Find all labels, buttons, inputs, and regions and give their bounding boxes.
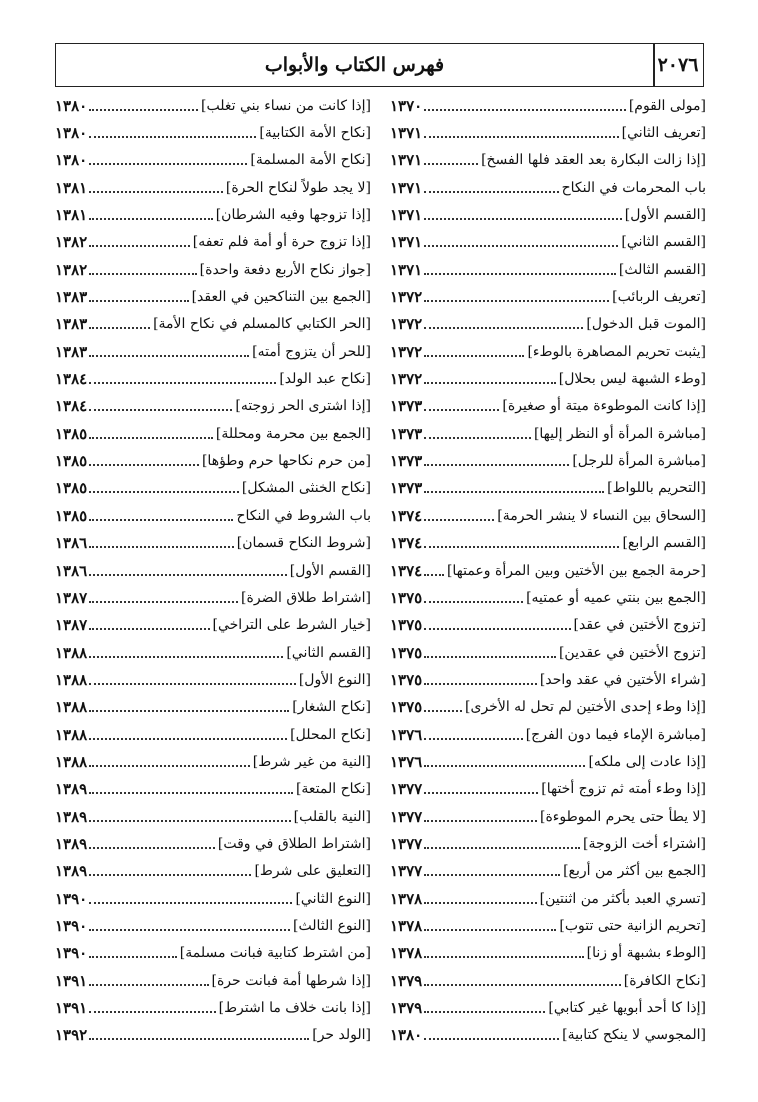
dot-leader <box>424 902 536 904</box>
entry-title: [جواز نكاح الأربع دفعة واحدة] <box>199 261 371 278</box>
dot-leader <box>89 409 232 411</box>
dot-leader <box>424 956 583 958</box>
index-entry <box>390 283 706 310</box>
index-entry <box>55 885 371 912</box>
entry-title: [تسري العبد بأكثر من اثنتين] <box>539 890 706 907</box>
index-entry <box>55 147 371 174</box>
dot-leader <box>424 710 462 712</box>
entry-title: [القسم الأول] <box>289 562 371 579</box>
dot-leader <box>89 792 293 794</box>
page-title: فهرس الكتاب والأبواب <box>264 54 445 76</box>
dot-leader <box>89 738 287 740</box>
entry-page-number: ١٣٧٣ <box>390 424 423 443</box>
dot-leader <box>424 683 537 685</box>
dot-leader <box>424 355 524 357</box>
dot-leader <box>424 984 621 986</box>
entry-page-number: ١٣٧٢ <box>390 288 423 307</box>
index-entry <box>390 940 706 967</box>
dot-leader <box>89 382 276 384</box>
entry-page-number: ١٣٧٤ <box>390 506 423 525</box>
entry-page-number: ١٣٨٣ <box>55 342 88 361</box>
index-entry <box>55 174 371 201</box>
entry-page-number: ١٣٧٤ <box>390 534 423 553</box>
index-entry <box>55 311 371 338</box>
index-entry <box>55 229 371 256</box>
index-entry <box>390 256 706 283</box>
entry-page-number: ١٣٧٧ <box>390 862 423 881</box>
entry-page-number: ١٣٨٨ <box>55 643 88 662</box>
index-entry <box>390 639 706 666</box>
entry-page-number: ١٣٨٨ <box>55 725 88 744</box>
dot-leader <box>424 1011 545 1013</box>
entry-title: [نكاح الكافرة] <box>623 972 706 989</box>
entry-page-number: ١٣٧١ <box>390 206 423 225</box>
dot-leader <box>424 765 585 767</box>
index-entry <box>55 858 371 885</box>
entry-page-number: ١٣٧٧ <box>390 780 423 799</box>
entry-title: باب الشروط في النكاح <box>236 507 371 524</box>
entry-page-number: ١٣٧١ <box>390 233 423 252</box>
entry-title: [المجوسي لا ينكح كتابية] <box>562 1027 706 1044</box>
entry-title: [لا يجد طولاً لنكاح الحرة] <box>225 179 371 196</box>
dot-leader <box>89 1011 215 1013</box>
entry-page-number: ١٣٨٨ <box>55 752 88 771</box>
header-divider <box>653 44 655 86</box>
index-entry <box>55 639 371 666</box>
dot-leader <box>424 409 499 411</box>
index-entry <box>55 776 371 803</box>
entry-page-number: ١٣٧٣ <box>390 479 423 498</box>
entry-title: [النية من غير شرط] <box>252 753 371 770</box>
entry-title: [الموت قبل الدخول] <box>586 316 706 333</box>
entry-page-number: ١٣٧٣ <box>390 397 423 416</box>
dot-leader <box>89 464 199 466</box>
dot-leader <box>424 245 618 247</box>
entry-title: [القسم الأول] <box>624 207 706 224</box>
index-entry <box>390 721 706 748</box>
index-entry <box>390 201 706 228</box>
index-entry <box>390 447 706 474</box>
entry-title: [حرمة الجمع بين الأختين وبين المرأة وعمتها] <box>446 562 706 579</box>
index-entry <box>55 338 371 365</box>
entry-page-number: ١٣٧٦ <box>390 725 423 744</box>
dot-leader <box>89 519 233 521</box>
dot-leader <box>89 765 250 767</box>
entry-page-number: ١٣٨٨ <box>55 670 88 689</box>
entry-page-number: ١٣٧٨ <box>390 916 423 935</box>
entry-title: [الولد حر] <box>312 1027 371 1044</box>
index-entry <box>390 994 706 1021</box>
entry-page-number: ١٣٨٠ <box>390 1026 423 1045</box>
dot-leader <box>424 1038 559 1040</box>
index-entry <box>55 119 371 146</box>
entry-title: [للحر أن يتزوج أمته] <box>252 343 371 360</box>
entry-title: [الجمع بين أكثر من أربع] <box>563 863 706 880</box>
page-header <box>55 43 704 87</box>
entry-title: [الوطء بشبهة أو زنا] <box>586 945 706 962</box>
dot-leader <box>424 163 478 165</box>
index-entry <box>55 420 371 447</box>
dot-leader <box>424 601 523 603</box>
entry-title: [اشتراط الطلاق في وقت] <box>217 835 371 852</box>
dot-leader <box>424 327 583 329</box>
entry-page-number: ١٣٨٢ <box>55 233 88 252</box>
entry-title: [النوع الثالث] <box>293 917 371 934</box>
index-entry <box>55 1022 371 1049</box>
entry-title: [اشتراء أخت الزوجة] <box>583 835 706 852</box>
index-entry <box>390 311 706 338</box>
entry-page-number: ١٣٩٠ <box>55 916 88 935</box>
index-entry <box>390 420 706 447</box>
entry-page-number: ١٣٨٥ <box>55 479 88 498</box>
entry-title: [نكاح المحلل] <box>290 726 371 743</box>
index-entry <box>55 557 371 584</box>
entry-page-number: ١٣٨٥ <box>55 506 88 525</box>
entry-title: [التعليق على شرط] <box>254 863 371 880</box>
entry-page-number: ١٣٧٢ <box>390 370 423 389</box>
entry-page-number: ١٣٩٠ <box>55 889 88 908</box>
index-entry <box>390 147 706 174</box>
index-entry <box>55 502 371 529</box>
index-entry <box>390 530 706 557</box>
entry-title: [إذا شرطها أمة فبانت حرة] <box>211 972 371 989</box>
entry-title: [تعريف الثاني] <box>621 125 706 142</box>
entry-page-number: ١٣٨٠ <box>55 151 88 170</box>
dot-leader <box>424 519 494 521</box>
dot-leader <box>89 984 208 986</box>
entry-page-number: ١٣٨٧ <box>55 616 88 635</box>
index-entry <box>55 283 371 310</box>
dot-leader <box>424 546 619 548</box>
entry-page-number: ١٣٨٦ <box>55 534 88 553</box>
dot-leader <box>424 136 618 138</box>
index-entry <box>55 830 371 857</box>
index-entry <box>390 365 706 392</box>
entry-title: [وطء الشبهة ليس بحلال] <box>558 371 706 388</box>
entry-page-number: ١٣٧٧ <box>390 807 423 826</box>
entry-page-number: ١٣٧٠ <box>390 96 423 115</box>
entry-title: [إذا كانت الموطوءة ميتة أو صغيرة] <box>502 398 706 415</box>
dot-leader <box>89 956 177 958</box>
entry-title: [تزوج الأختين في عقدين] <box>558 644 706 661</box>
dot-leader <box>424 437 531 439</box>
entry-page-number: ١٣٩١ <box>55 971 88 990</box>
entry-page-number: ١٣٧٦ <box>390 752 423 771</box>
index-entry <box>390 912 706 939</box>
entry-title: [القسم الثالث] <box>618 261 706 278</box>
dot-leader <box>89 601 238 603</box>
entry-page-number: ١٣٧٧ <box>390 834 423 853</box>
index-entry <box>390 229 706 256</box>
dot-leader <box>89 163 247 165</box>
entry-title: [القسم الثاني] <box>621 234 706 251</box>
entry-page-number: ١٣٧١ <box>390 124 423 143</box>
entry-page-number: ١٣٨٩ <box>55 807 88 826</box>
dot-leader <box>89 628 209 630</box>
index-entry <box>390 1022 706 1049</box>
index-entry <box>55 365 371 392</box>
entry-title: [النية بالقلب] <box>293 808 371 825</box>
entry-page-number: ١٣٨٥ <box>55 452 88 471</box>
dot-leader <box>89 491 239 493</box>
entry-title: [الحر الكتابي كالمسلم في نكاح الأمة] <box>153 316 371 333</box>
dot-leader <box>89 847 215 849</box>
entry-title: [إذا اشترى الحر زوجته] <box>235 398 371 415</box>
index-entry <box>55 694 371 721</box>
entry-title: [القسم الرابع] <box>622 535 706 552</box>
entry-page-number: ١٣٨٠ <box>55 96 88 115</box>
entry-title: [من حرم نكاحها حرم وطؤها] <box>201 453 371 470</box>
dot-leader <box>424 738 522 740</box>
entry-title: [خيار الشرط على التراخي] <box>212 617 371 634</box>
dot-leader <box>424 109 626 111</box>
dot-leader <box>89 683 296 685</box>
entry-title: [نكاح المتعة] <box>295 781 371 798</box>
dot-leader <box>89 109 198 111</box>
entry-title: [نكاح الشغار] <box>292 699 371 716</box>
entry-title: [نكاح الأمة الكتابية] <box>259 125 371 142</box>
entry-title: [شراء الأختين في عقد واحد] <box>539 671 706 688</box>
index-entry <box>55 612 371 639</box>
entry-title: [تزوج الأختين في عقد] <box>573 617 706 634</box>
index-entry <box>390 858 706 885</box>
entry-page-number: ١٣٧٣ <box>390 452 423 471</box>
index-entry <box>390 174 706 201</box>
dot-leader <box>424 191 558 193</box>
dot-leader <box>89 327 150 329</box>
entry-page-number: ١٣٨٦ <box>55 561 88 580</box>
dot-leader <box>89 191 223 193</box>
dot-leader <box>424 874 560 876</box>
entry-page-number: ١٣٧٥ <box>390 616 423 635</box>
entry-page-number: ١٣٧٢ <box>390 342 423 361</box>
entry-page-number: ١٣٩٠ <box>55 944 88 963</box>
dot-leader <box>89 1038 309 1040</box>
dot-leader <box>89 656 283 658</box>
index-entry <box>390 338 706 365</box>
entry-page-number: ١٣٨٨ <box>55 698 88 717</box>
index-column-right <box>390 92 706 1049</box>
index-entry <box>55 475 371 502</box>
entry-title: [إذا زالت البكارة بعد العقد فلها الفسخ] <box>481 152 706 169</box>
dot-leader <box>89 574 287 576</box>
index-entry <box>390 119 706 146</box>
index-entry <box>390 584 706 611</box>
dot-leader <box>424 464 569 466</box>
index-entry <box>55 393 371 420</box>
entry-page-number: ١٣٨٠ <box>55 124 88 143</box>
entry-page-number: ١٣٨٤ <box>55 370 88 389</box>
index-entry <box>55 940 371 967</box>
entry-page-number: ١٣٧١ <box>390 178 423 197</box>
entry-title: [إذا بانت خلاف ما اشترط] <box>218 1000 371 1017</box>
index-entry <box>55 447 371 474</box>
entry-title: [إذا تزوجها وفيه الشرطان] <box>215 207 371 224</box>
entry-title: [الجمع بين التناكحين في العقد] <box>191 289 371 306</box>
entry-page-number: ١٣٧٥ <box>390 588 423 607</box>
dot-leader <box>89 273 196 275</box>
entry-page-number: ١٣٨٢ <box>55 260 88 279</box>
index-entry <box>390 393 706 420</box>
entry-title: [السحاق بين النساء لا ينشر الحرمة] <box>497 507 706 524</box>
dot-leader <box>89 546 234 548</box>
entry-title: [مباشرة المرأة أو النظر إليها] <box>533 425 706 442</box>
entry-page-number: ١٣٧٩ <box>390 999 423 1018</box>
entry-title: [مباشرة المرأة للرجل] <box>572 453 706 470</box>
index-entry <box>55 721 371 748</box>
entry-page-number: ١٣٨٩ <box>55 834 88 853</box>
index-entry <box>390 803 706 830</box>
index-entry <box>390 475 706 502</box>
dot-leader <box>89 902 292 904</box>
index-entry <box>55 912 371 939</box>
entry-title: [إذا كانت من نساء بني تغلب] <box>201 97 371 114</box>
entry-title: [لا يطأ حتى يحرم الموطوءة] <box>539 808 706 825</box>
dot-leader <box>424 300 609 302</box>
index-entry <box>55 256 371 283</box>
index-entry <box>390 557 706 584</box>
dot-leader <box>89 300 188 302</box>
index-column-left <box>55 92 371 1049</box>
entry-title: [نكاح عبد الولد] <box>279 371 371 388</box>
index-entry <box>390 612 706 639</box>
index-entry <box>55 967 371 994</box>
dot-leader <box>424 929 556 931</box>
entry-title: [إذا تزوج حرة أو أمة فلم تعفه] <box>192 234 371 251</box>
dot-leader <box>424 574 444 576</box>
entry-title: [مباشرة الإماء فيما دون الفرج] <box>525 726 706 743</box>
entry-page-number: ١٣٧٤ <box>390 561 423 580</box>
index-entry <box>55 92 371 119</box>
entry-page-number: ١٣٧٥ <box>390 670 423 689</box>
entry-page-number: ١٣٨٧ <box>55 588 88 607</box>
entry-title: [يثبت تحريم المصاهرة بالوطء] <box>527 343 706 360</box>
entry-page-number: ١٣٩٢ <box>55 1026 88 1045</box>
entry-page-number: ١٣٨٩ <box>55 780 88 799</box>
dot-leader <box>424 820 537 822</box>
dot-leader <box>89 136 256 138</box>
dot-leader <box>89 218 212 220</box>
entry-title: [الجمع بين بنتي عميه أو عمتيه] <box>526 589 706 606</box>
entry-title: [إذا عادت إلى ملكه] <box>588 753 706 770</box>
index-entry <box>390 748 706 775</box>
dot-leader <box>89 820 290 822</box>
entry-page-number: ١٣٧١ <box>390 151 423 170</box>
entry-title: [من اشترط كتابية فبانت مسلمة] <box>179 945 371 962</box>
dot-leader <box>89 437 213 439</box>
entry-title: [نكاح الأمة المسلمة] <box>250 152 371 169</box>
dot-leader <box>89 874 251 876</box>
index-entry <box>390 502 706 529</box>
index-entry <box>390 694 706 721</box>
dot-leader <box>424 273 616 275</box>
dot-leader <box>424 792 538 794</box>
entry-title: [شروط النكاح قسمان] <box>236 535 371 552</box>
index-entry <box>390 776 706 803</box>
entry-page-number: ١٣٩١ <box>55 999 88 1018</box>
entry-page-number: ١٣٨١ <box>55 178 88 197</box>
index-entry <box>55 803 371 830</box>
entry-title: [تحريم الزانية حتى تتوب] <box>559 917 706 934</box>
index-entry <box>55 748 371 775</box>
index-entry <box>55 584 371 611</box>
page-number: ٢٠٧٦ <box>657 54 699 76</box>
entry-page-number: ١٣٧٨ <box>390 944 423 963</box>
entry-page-number: ١٣٧١ <box>390 260 423 279</box>
dot-leader <box>424 656 556 658</box>
dot-leader <box>89 355 249 357</box>
dot-leader <box>89 245 190 247</box>
entry-page-number: ١٣٧٩ <box>390 971 423 990</box>
index-entry <box>55 994 371 1021</box>
dot-leader <box>424 847 580 849</box>
entry-page-number: ١٣٨١ <box>55 206 88 225</box>
entry-title: [القسم الثاني] <box>286 644 371 661</box>
entry-title: [الجمع بين محرمة ومحللة] <box>215 425 371 442</box>
entry-page-number: ١٣٨٣ <box>55 315 88 334</box>
index-entry <box>55 530 371 557</box>
entry-title: [اشتراط طلاق الضرة] <box>241 589 371 606</box>
index-entry <box>390 830 706 857</box>
dot-leader <box>424 491 604 493</box>
entry-page-number: ١٣٨٣ <box>55 288 88 307</box>
index-entry <box>390 92 706 119</box>
dot-leader <box>424 382 556 384</box>
index-entry <box>390 885 706 912</box>
index-entry <box>55 201 371 228</box>
entry-title: [نكاح الخنثى المشكل] <box>241 480 371 497</box>
entry-page-number: ١٣٨٤ <box>55 397 88 416</box>
entry-title: [إذا وطء أمته ثم تزوج أختها] <box>541 781 706 798</box>
index-entry <box>55 666 371 693</box>
dot-leader <box>424 218 622 220</box>
entry-title: [النوع الأول] <box>298 671 371 688</box>
entry-title: [إذا كا أحد أبويها غير كتابي] <box>548 1000 706 1017</box>
dot-leader <box>89 929 290 931</box>
entry-page-number: ١٣٨٩ <box>55 862 88 881</box>
index-entry <box>390 666 706 693</box>
entry-title: [مولى القوم] <box>628 97 706 114</box>
entry-page-number: ١٣٧٥ <box>390 643 423 662</box>
dot-leader <box>89 710 289 712</box>
dot-leader <box>424 628 570 630</box>
entry-page-number: ١٣٨٥ <box>55 424 88 443</box>
entry-page-number: ١٣٧٢ <box>390 315 423 334</box>
index-entry <box>390 967 706 994</box>
entry-title: [التحريم باللواط] <box>607 480 706 497</box>
entry-title: [النوع الثاني] <box>295 890 371 907</box>
entry-page-number: ١٣٧٨ <box>390 889 423 908</box>
entry-page-number: ١٣٧٥ <box>390 698 423 717</box>
entry-title: [إذا وطء إحدى الأختين لم تحل له الأخرى] <box>465 699 706 716</box>
entry-title: باب المحرمات في النكاح <box>561 179 706 196</box>
entry-title: [تعريف الربائب] <box>612 289 706 306</box>
